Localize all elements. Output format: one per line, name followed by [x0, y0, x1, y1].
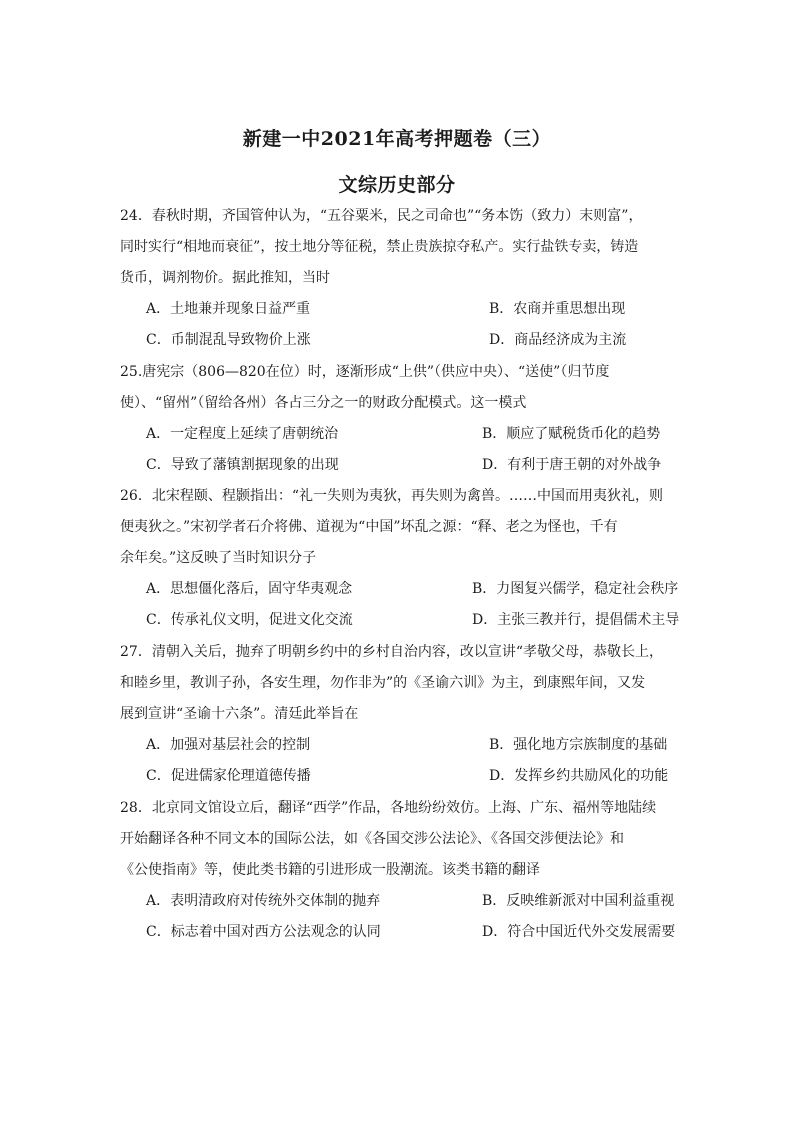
option-d[interactable]: D．有利于唐王朝的对外战争 [482, 457, 662, 473]
question-24 [120, 201, 685, 356]
option-row [120, 450, 685, 481]
question-stem-line: 26．北宋程颐、程颢指出：“礼一失则为夷狄，再失则为禽兽。……中国而用夷狄礼，则 [120, 488, 663, 504]
section-title: 文综历史部分 [338, 174, 456, 196]
option-a[interactable]: A．思想僵化落后，固守华夷观念 [146, 581, 353, 597]
option-row [120, 294, 685, 325]
option-d[interactable]: D．主张三教并行，提倡儒术主导 [472, 612, 680, 628]
question-stem-line: 余年矣。”这反映了当时知识分子 [120, 550, 317, 566]
question-27 [120, 637, 685, 792]
option-d[interactable]: D．发挥乡约共励风化的功能 [489, 768, 669, 784]
question-stem-line: 24．春秋时期，齐国管仲认为，“五谷粟米，民之司命也”“务本饬（致力）末则富”， [120, 208, 643, 224]
option-b[interactable]: B．反映维新派对中国利益重视 [482, 893, 675, 909]
option-row [120, 574, 685, 605]
option-row [120, 761, 685, 792]
option-c[interactable]: C．传承礼仪文明，促进文化交流 [146, 612, 353, 628]
question-stem-line: 《公使指南》等，使此类书籍的引进形成一股潮流。该类书籍的翻译 [120, 862, 540, 878]
option-c[interactable]: C．促进儒家伦理道德传播 [146, 768, 311, 784]
option-b[interactable]: B．农商并重思想出现 [489, 301, 626, 317]
question-stem-line: 和睦乡里，教训子孙，各安生理，勿作非为”的《圣谕六训》为主，到康熙年间，又发 [120, 675, 646, 691]
option-b[interactable]: B．力图复兴儒学，稳定社会秩序 [472, 581, 679, 597]
option-c[interactable]: C．标志着中国对西方公法观念的认同 [146, 924, 381, 940]
question-stem-line: 开始翻译各种不同文本的国际公法，如《各国交涉公法论》、《各国交涉便法论》和 [120, 831, 624, 847]
option-c[interactable]: C．币制混乱导致物价上涨 [146, 332, 311, 348]
exam-title: 新建一中2021年高考押题卷（三） [242, 128, 552, 150]
option-b[interactable]: B．顺应了赋税货币化的趋势 [482, 426, 661, 442]
question-stem-line: 便夷狄之。”宋初学者石介将佛、道视为“中国”坏乱之源：“释、老之为怪也，千有 [120, 519, 618, 535]
option-a[interactable]: A．表明清政府对传统外交体制的抛弃 [146, 893, 381, 909]
option-d[interactable]: D．商品经济成为主流 [489, 332, 627, 348]
question-28 [120, 793, 685, 948]
option-c[interactable]: C．导致了藩镇割据现象的出现 [146, 457, 339, 473]
option-a[interactable]: A．加强对基层社会的控制 [146, 737, 311, 753]
question-stem-line: 27．清朝入关后，抛弃了明朝乡约中的乡村自治内容，改以宣讲“孝敬父母，恭敬长上， [120, 644, 663, 660]
option-d[interactable]: D．符合中国近代外交发展需要 [482, 924, 676, 940]
question-stem-line: 同时实行“相地而衰征”，按土地分等征税，禁止贵族掠夺私产。实行盐铁专卖，铸造 [120, 239, 639, 255]
question-stem-line: 展到宣讲“圣谕十六条”。清廷此举旨在 [120, 706, 359, 722]
option-row [120, 325, 685, 356]
question-25 [120, 357, 685, 481]
option-row [120, 605, 685, 636]
option-a[interactable]: A．一定程度上延续了唐朝统治 [146, 426, 339, 442]
question-stem-line: 25.唐宪宗（806—820在位）时，逐渐形成“上供”（供应中央）、“送使”（归节度 [120, 364, 610, 380]
option-a[interactable]: A．土地兼并现象日益严重 [146, 301, 311, 317]
option-row [120, 886, 685, 917]
option-b[interactable]: B．强化地方宗族制度的基础 [489, 737, 668, 753]
option-row [120, 730, 685, 761]
question-26 [120, 481, 685, 636]
question-stem-line: 使）、“留州”（留给各州）各占三分之一的财政分配模式。这一模式 [120, 395, 527, 411]
option-row [120, 419, 685, 450]
option-row [120, 917, 685, 948]
question-stem-line: 货币，调剂物价。据此推知，当时 [120, 270, 330, 286]
question-stem-line: 28．北京同文馆设立后，翻译“西学”作品，各地纷纷效仿。上海、广东、福州等地陆续 [120, 800, 657, 816]
